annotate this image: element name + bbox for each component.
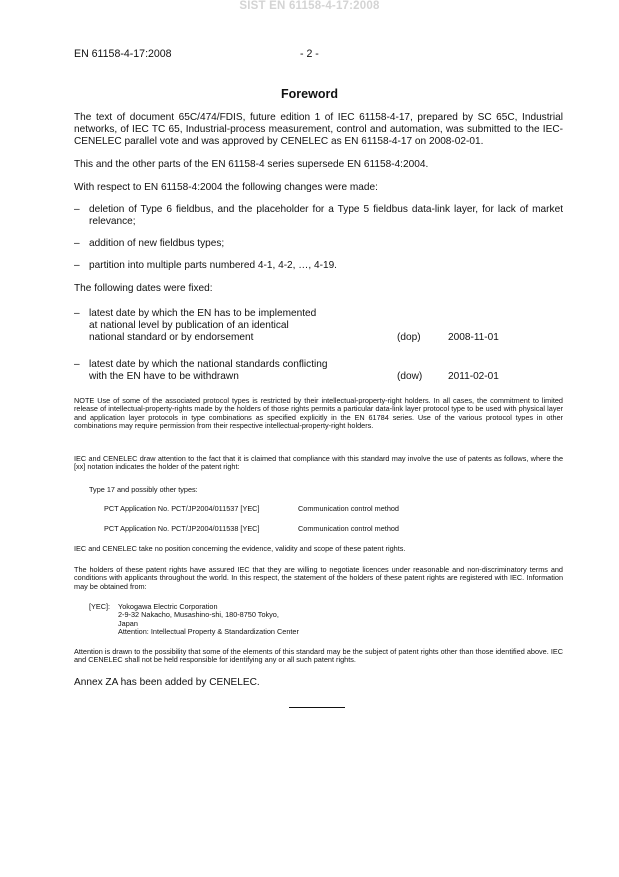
watermark: SIST EN 61158-4-17:2008: [239, 0, 380, 12]
page-number: - 2 -: [300, 48, 319, 60]
date-value: 2011-02-01: [448, 371, 499, 382]
no-position-paragraph: IEC and CENELEC take no position concerning the evidence, validity and scope of these patent rights.: [74, 544, 406, 553]
end-rule: [289, 707, 345, 708]
attention-paragraph: Attention is drawn to the possibility that some of the elements of this standard may be the subject of patent rights other than those identified above. IEC and CENELEC shall not be held responsible for identifying any or all such patent rights.: [74, 647, 563, 665]
dates-intro: The following dates were fixed:: [74, 283, 213, 294]
annex-paragraph: Annex ZA has been added by CENELEC.: [74, 677, 260, 688]
dash-bullet: –: [74, 204, 80, 215]
type-line: Type 17 and possibly other types:: [89, 485, 198, 494]
date-value: 2008-11-01: [448, 332, 499, 343]
date-code: (dop): [397, 332, 421, 343]
changes-intro: With respect to EN 61158-4:2004 the following changes were made:: [74, 182, 378, 193]
date-code: (dow): [397, 371, 423, 382]
note-paragraph: NOTE Use of some of the associated protocol types is restricted by their intellectual-property-right holders. In all cases, the commitment to limited release of intellectual-property-rights made by the holders of those rights permits a particular data-link layer protocol type to be used with physical layer and application layer protocols in type combinations as specified explicitly in the EN 61784 series. Use of the various protocol types in other combinations may require permission from their respective intellectual-property-right holders.: [74, 396, 563, 431]
change-item: deletion of Type 6 fieldbus, and the placeholder for a Type 5 fieldbus data-link layer, for lack of market relevance;: [89, 204, 563, 227]
page-title: Foreword: [281, 87, 338, 101]
intro-paragraph: The text of document 65C/474/FDIS, future edition 1 of IEC 61158-4-17, prepared by SC 65C, Industrial networks, of IEC TC 65, Industrial-process measurement, control and automation, was submitted to the IEC-CENELEC parallel vote and was approved by CENELEC as EN 61158-4-17 on 2008-02-01.: [74, 112, 563, 147]
address-label: [YEC]:: [89, 602, 111, 611]
patent-attention: IEC and CENELEC draw attention to the fact that it is claimed that compliance with this standard may involve the use of patents as follows, where the [xx] notation indicates the holder of the patent right:: [74, 454, 563, 472]
change-item: addition of new fieldbus types;: [89, 238, 225, 249]
dash-bullet: –: [74, 260, 80, 271]
patent-application: PCT Application No. PCT/JP2004/011538 [YEC]: [104, 524, 260, 533]
dash-bullet: –: [74, 359, 80, 370]
patent-application: PCT Application No. PCT/JP2004/011537 [YEC]: [104, 504, 260, 513]
header-doc-id: EN 61158-4-17:2008: [74, 48, 172, 60]
dash-bullet: –: [74, 238, 80, 249]
patent-description: Communication control method: [298, 524, 399, 533]
date-description: latest date by which the EN has to be implemented at national level by publication of an identical national standard or by endorsement: [89, 308, 317, 343]
patent-description: Communication control method: [298, 504, 399, 513]
change-item: partition into multiple parts numbered 4-1, 4-2, …, 4-19.: [89, 260, 337, 271]
dash-bullet: –: [74, 308, 80, 319]
supersede-paragraph: This and the other parts of the EN 61158-4 series supersede EN 61158-4:2004.: [74, 159, 429, 170]
holders-paragraph: The holders of these patent rights have assured IEC that they are willing to negotiate licences under reasonable and non-discriminatory terms and conditions with applicants throughout the world. In this respect, the statement of the holders of these patent rights are registered with IEC. Information may be obtained from:: [74, 565, 563, 591]
date-description: latest date by which the national standards conflicting with the EN have to be withdrawn: [89, 359, 328, 382]
address-block: Yokogawa Electric Corporation 2-9-32 Nakacho, Musashino-shi, 180-8750 Tokyo, Japan Attention: Intellectual Property & Standardization Center: [118, 602, 299, 637]
